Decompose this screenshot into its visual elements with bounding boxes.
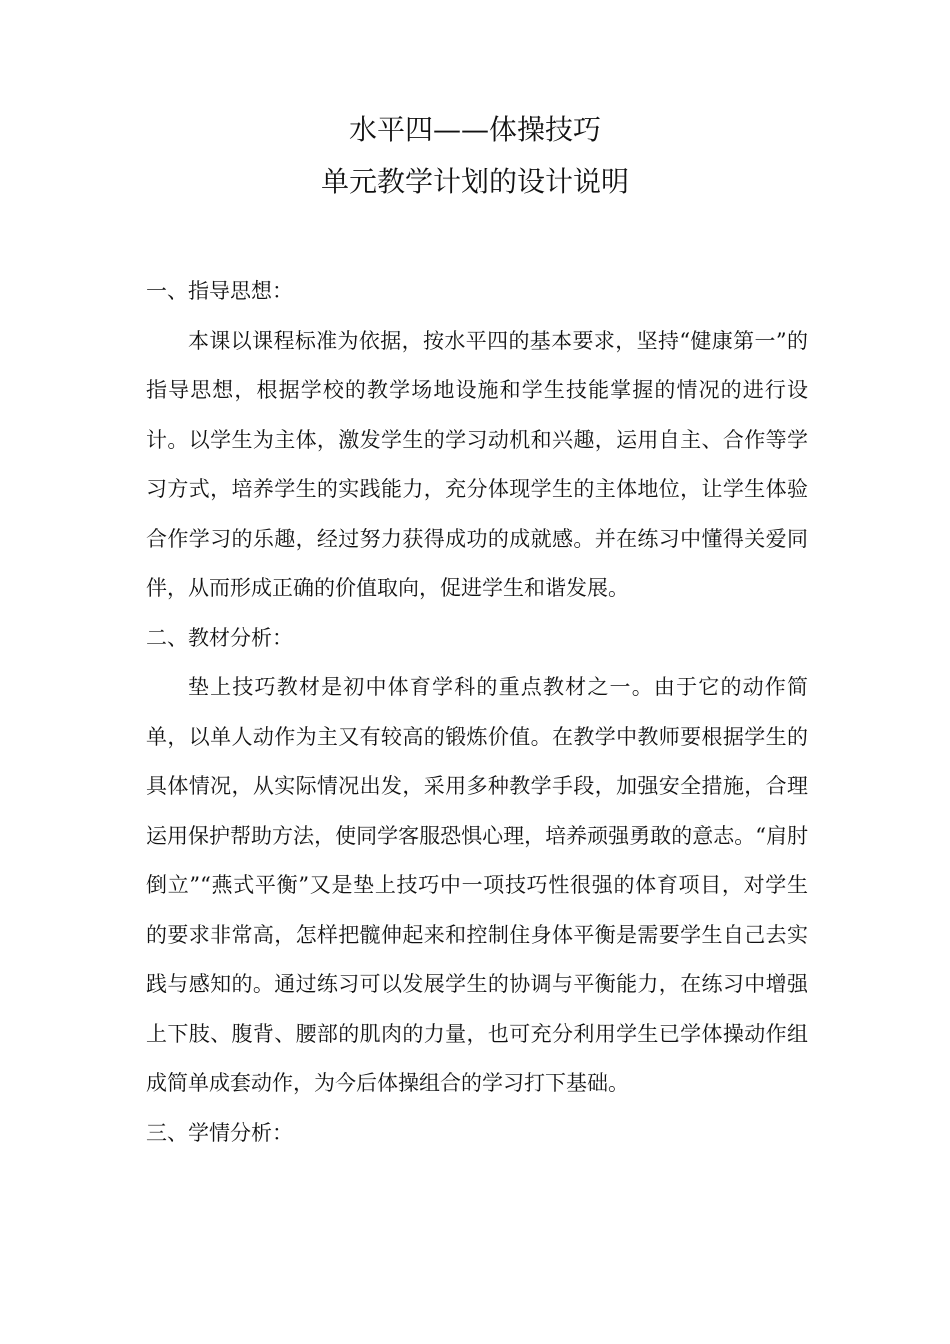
document-body (146, 267, 808, 1158)
section-paragraph-material-analysis: 垫上技巧教材是初中体育学科的重点教材之一。由于它的动作简单，以单人动作为主又有较高的锻炼价值。在教学中教师要根据学生的具体情况，从实际情况出发，采用多种教学手段，加强安全措施，合理运用保护帮助方法，使同学客服恐惧心理，培养顽强勇敢的意志。“肩肘倒立”“燕式平衡”又是垫上技巧中一项技巧性很强的体育项目，对学生的要求非常高，怎样把髋伸起来和控制住身体平衡是需要学生自己去实践与感知的。通过练习可以发展学生的协调与平衡能力，在练习中增强上下肢、腹背、腰部的肌肉的力量，也可充分利用学生已学体操动作组成简单成套动作，为今后体操组合的学习打下基础。 (146, 675, 808, 1095)
section-paragraph-guiding-ideology: 本课以课程标准为依据，按水平四的基本要求，坚持“健康第一”的指导思想，根据学校的教学场地设施和学生技能掌握的情况的进行设计。以学生为主体，激发学生的学习动机和兴趣，运用自主、合作等学习方式，培养学生的实践能力，充分体现学生的主体地位，让学生体验合作学习的乐趣，经过努力获得成功的成就感。并在练习中懂得关爱同伴，从而形成正确的价值取向，促进学生和谐发展。 (146, 328, 808, 600)
section-heading-material-analysis: 二、教材分析： (146, 625, 293, 650)
document-title-line-2: 单元教学计划的设计说明 (320, 165, 629, 198)
section-heading-guiding-ideology: 一、指导思想： (146, 279, 293, 303)
document-title-line-1: 水平四——体操技巧 (348, 113, 601, 146)
section-heading-student-analysis: 三、学情分析： (146, 1120, 293, 1145)
